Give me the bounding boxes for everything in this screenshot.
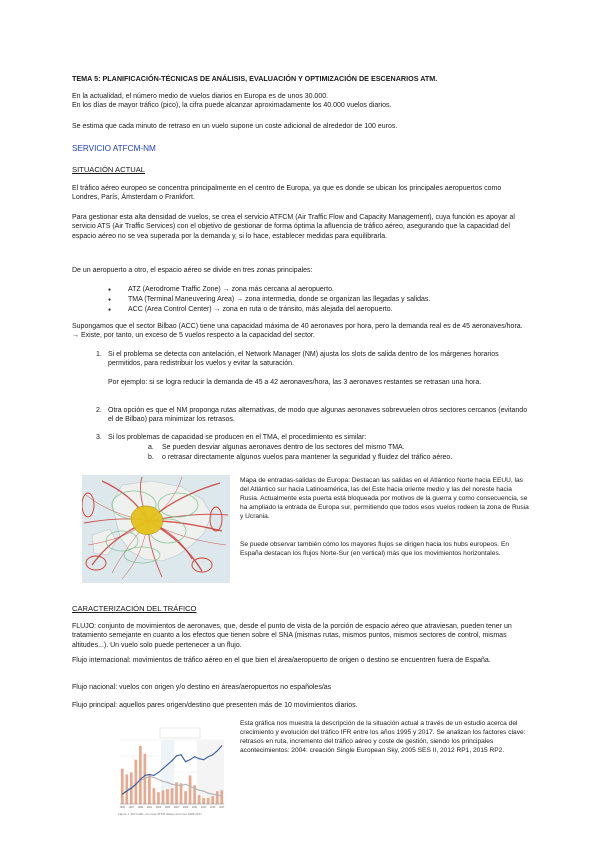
chart-traffic-line-point: [208, 756, 209, 757]
step-number: 2.: [96, 407, 102, 414]
para-trafico: El tráfico aéreo europeo se concentra principalmente en el centro de Europa, ya que es donde se ubican los principales aeropuertos como Londres, París, Ámsterdam o Frankfort.: [72, 185, 502, 202]
chart-cost-line-point: [217, 795, 218, 796]
chart-cost-line-point: [221, 796, 222, 797]
para-flujo-nacional: Flujo nacional: vuelos con origen y/o destino en áreas/aeropuertos no españoles/as: [72, 684, 332, 691]
substep-text: o retrasar directamente algunos vuelos para mantener la seguridad y fluidez del tráfico aéreo.: [162, 454, 453, 461]
chart-traffic-line-point: [221, 745, 222, 746]
chart-cost-line-point: [158, 779, 159, 780]
chart-caption: Figure 1: IFR traffic, en-route ATFM delays and cost 1995-2017: [118, 812, 202, 816]
chart-bar: [166, 789, 169, 804]
chart-bar: [198, 795, 201, 804]
substep-text: Se pueden desviar algunas aeronaves dentro de los sectores del mismo TMA.: [162, 444, 405, 451]
chart-tick-label: 2005: [164, 806, 171, 809]
chart-legend: [160, 728, 200, 738]
chart-bar: [134, 760, 137, 804]
example-text: Por ejemplo: si se logra reducir la demanda de 45 a 42 aeronaves/hora, las 3 aeronaves restantes se retrasan una hora.: [108, 379, 482, 386]
chart-svg: [112, 722, 230, 812]
para-flujo-principal: Flujo principal: aquellos pares origen/destino que presenten más de 10 movimientos diarios.: [72, 702, 358, 709]
chart-cost-line-point: [194, 788, 195, 789]
chart-tick-label: 1995: [119, 806, 125, 809]
substep-letter: b.: [148, 454, 154, 461]
chart-bar: [180, 783, 183, 804]
chart-traffic-line-point: [131, 788, 132, 789]
chart-cost-line-point: [189, 786, 190, 787]
chart-bar: [139, 746, 142, 804]
chart-traffic-line-point: [122, 794, 123, 795]
map-svg: [82, 475, 230, 583]
chart-tick-label: 2001: [146, 806, 153, 809]
chart-tick-label: 2007: [173, 806, 180, 809]
chart-traffic-line-point: [185, 761, 186, 762]
step-2: [96, 406, 528, 425]
chart-tick-label: 2015: [210, 806, 216, 809]
para-flujo: FLUJO: conjunto de movimientos de aeronaves, que, desde el punto de vista de la porción de espacio aéreo que atraviesan, pueden tener un tratamiento semejante en cuanto a los efectos que tienen sobre el SNA (mismas rutas, mismos puntos, mismos sectores de control, mismas altitudes...). Un vuelo solo puede pertenecer a un flujo.: [72, 623, 512, 649]
chart-cost-line-point: [149, 776, 150, 777]
chart-cost-line-point: [212, 794, 213, 795]
chart-cost-line-point: [171, 784, 172, 785]
chart-traffic-line-point: [162, 768, 163, 769]
chart-cost-line-point: [199, 790, 200, 791]
zone-acc: ● ACC (Area Control Center) → zona en ruta o de tránsito, más alejada del aeropuerto.: [128, 305, 528, 315]
substep-a: [148, 443, 528, 452]
chart-cost-line-point: [208, 793, 209, 794]
para-zonas: De un aeropuerto a otro, el espacio aéreo se divide en tres zonas principales:: [72, 267, 313, 274]
chart-bar: [121, 769, 124, 804]
chart-traffic-line-point: [149, 774, 150, 775]
ifr-traffic-chart: [112, 722, 230, 818]
para-flujo-internacional: Flujo internacional: movimientos de tráfico aéreo en el que bien el área/aeropuerto de origen o destino se encuentren fuera de España.: [72, 657, 491, 664]
chart-bar: [207, 798, 210, 804]
core-hub-area: [131, 506, 163, 535]
chart-traffic-line-point: [189, 759, 190, 760]
chart-cost-line-point: [153, 777, 154, 778]
map-description-2: Se puede observar también cómo los mayores flujos se dirigen hacia los hubs europeos. En España destacan los flujos Norte-Sur (en vertical) más que los movimientos horizontales.: [240, 541, 510, 557]
chart-cost-line-point: [162, 781, 163, 782]
chart-bar: [153, 788, 156, 804]
intro-line-2: En los días de mayor tráfico (pico), la cifra puede alcanzar aproximadamente los 40.000 vuelos diarios.: [72, 102, 392, 109]
chart-bar: [157, 792, 160, 804]
chart-cost-line-point: [185, 784, 186, 785]
heading-caracterizacion: CARACTERIZACIÓN DEL TRÁFICO: [72, 604, 197, 613]
chart-traffic-line-point: [140, 779, 141, 780]
step-text: Si los problemas de capacidad se producen en el TMA, el procedimiento es similar:: [108, 434, 367, 441]
chart-bar: [184, 791, 187, 804]
chart-bar: [189, 775, 192, 804]
substep-b: [148, 453, 528, 462]
page-title: TEMA 5: PLANIFICACIÓN-TÉCNICAS DE ANÁLISIS, EVALUACIÓN Y OPTIMIZACIÓN DE ESCENARIOS ATM.: [72, 74, 438, 83]
intro-line-1: En la actualidad, el número medio de vuelos diarios en Europa es de unos 30.000.: [72, 93, 329, 100]
chart-tick-label: 2009: [182, 806, 189, 809]
chart-tick-label: 2003: [155, 806, 162, 809]
chart-cost-line-point: [176, 785, 177, 786]
zones-list: [128, 285, 528, 315]
zone-tma: ● TMA (Terminal Maneuvering Area) → zona intermedia, donde se organizan las llegadas y salidas.: [128, 295, 528, 305]
step-1: [96, 350, 528, 369]
chart-bar: [171, 788, 174, 804]
intro-line-3: Se estima que cada minuto de retraso en un vuelo supone un coste adicional de alrededor de 100 euros.: [72, 123, 398, 130]
chart-traffic-line-point: [176, 755, 177, 756]
chart-traffic-line-point: [126, 791, 127, 792]
europe-flow-map: [82, 475, 230, 583]
chart-traffic-line-point: [144, 775, 145, 776]
chart-traffic-line-point: [217, 750, 218, 751]
map-description-1: Mapa de entradas-salidas de Europa: Destacan las salidas en el Atlántico Norte hacia EEUU, las del Atlántico sur hacia Latinoamérica, las del Este hacia oriente medio y las del noreste hacia Rusia. Actualmente esta puerta está bloqueada por motivos de la guerra y como consecuencia, se ha ampliado la entrada de Europa sur, permitiendo que todos esos vuelos rodeen la zona de Rusia y Ucrania.: [240, 477, 529, 520]
chart-description: Esta gráfica nos muestra la descripción de la situación actual a través de un estudio acerca del crecimiento y evolución del tráfico IFR entre los años 1995 y 2017. Se analizan los factores clave: retrasos en ruta, incremento del tráfico aéreo y coste de gestión, siendo los principales acontecimientos: 2004: creación Single European Sky, 2005 SES II, 2012 RP1, 2015 RP2.: [240, 720, 526, 754]
step-text: Otra opción es que el NM proponga rutas alternativas, de modo que algunas aeronaves sobrevuelen otros sectores cercanos (evitando el de Bilbao) para minimizar los retrasos.: [108, 407, 528, 424]
substep-letter: a.: [148, 444, 154, 451]
chart-cost-line-point: [167, 782, 168, 783]
chart-bar: [162, 790, 165, 804]
step-3: [96, 433, 528, 442]
step-number: 1.: [96, 351, 102, 358]
chart-tick-label: 2011: [192, 806, 198, 809]
chart-traffic-line-point: [212, 754, 213, 755]
zone-atz: ● ATZ (Aerodrome Traffic Zone) → zona más cercana al aeropuerto.: [128, 285, 528, 295]
section-heading-service: SERVICIO ATFCM-NM: [72, 144, 156, 153]
chart-tick-label: 2013: [200, 806, 207, 809]
heading-situacion-actual: SITUACIÓN ACTUAL: [72, 165, 145, 174]
chart-bar: [148, 774, 151, 804]
chart-traffic-line-point: [199, 758, 200, 759]
chart-traffic-line-point: [135, 784, 136, 785]
para-bilbao: Supongamos que el sector Bilbao (ACC) tiene una capacidad máxima de 40 aeronaves por hora, pero la demanda real es de 45 aeronaves/hora. → Existe, por tanto, un exceso de 5 vuelos respecto a la capacidad del sector.: [72, 323, 523, 340]
step-number: 3.: [96, 434, 102, 441]
chart-traffic-line-point: [203, 759, 204, 760]
chart-bar: [220, 790, 223, 804]
chart-traffic-line-point: [194, 756, 195, 757]
chart-cost-line-point: [203, 791, 204, 792]
chart-traffic-line-point: [153, 775, 154, 776]
chart-bar: [202, 798, 205, 804]
chart-traffic-line-point: [171, 760, 172, 761]
chart-period-band: [197, 740, 224, 804]
chart-bar: [216, 791, 219, 804]
chart-cost-line-point: [144, 778, 145, 779]
chart-tick-label: 2017: [219, 806, 225, 809]
chart-tick-label: 1997: [128, 806, 134, 809]
chart-traffic-line-point: [180, 754, 181, 755]
para-atfcm: Para gestionar esta alta densidad de vuelos, se crea el servicio ATFCM (Air Traffic Flow and Capacity Management), cuya función es apoyar al servicio ATS (Air Traffic Services) con el objetivo de gestionar de forma óptima la afluencia de tráfico aéreo, asegurando que la capacidad del espacio aéreo no se vea superada por la demanda y, si lo hace, establecer medidas para equilibrarla.: [72, 214, 515, 240]
chart-tick-label: 1999: [137, 806, 144, 809]
chart-cost-line-point: [180, 785, 181, 786]
step-text: Si el problema se detecta con antelación, el Network Manager (NM) ajusta los slots de salida dentro de los márgenes horarios permitidos, para redistribuir los vuelos y evitar la saturación.: [108, 351, 499, 368]
chart-traffic-line-point: [158, 772, 159, 773]
chart-traffic-line-point: [167, 764, 168, 765]
core-area-hubs: [131, 506, 163, 535]
chart-bar: [211, 796, 214, 804]
